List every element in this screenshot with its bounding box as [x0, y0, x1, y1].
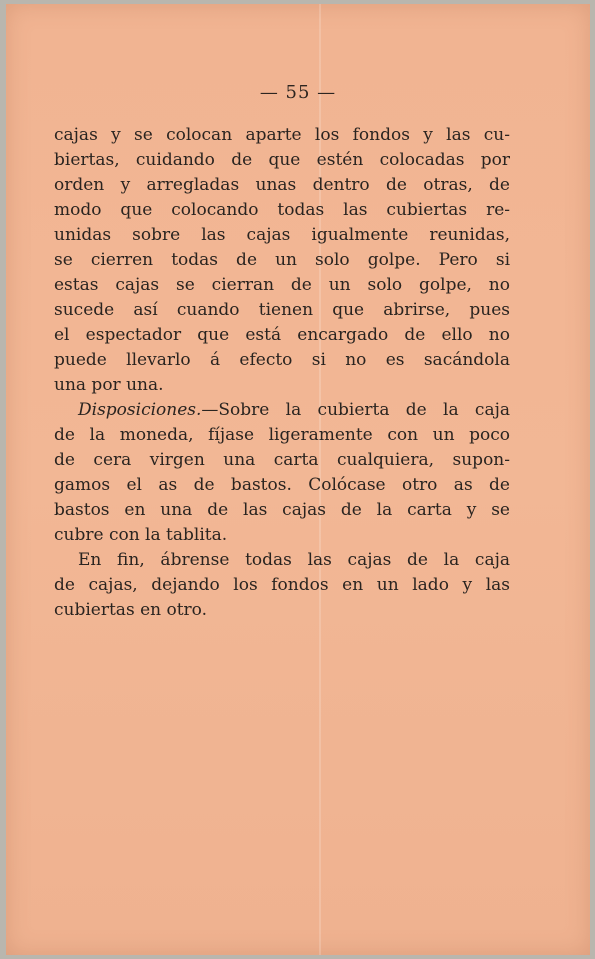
- text-line: cubre con la tablita.: [54, 525, 228, 545]
- book-page: [6, 4, 590, 955]
- text-line: sucede así cuando tienen que abrirse, pues: [54, 300, 510, 320]
- text-line: biertas, cuidando de que estén colocadas por: [54, 150, 510, 170]
- page-text: [54, 123, 510, 623]
- text-line: [54, 398, 510, 423]
- page-number: — 55 —: [259, 82, 337, 103]
- text-line: de cajas, dejando los fondos en un lado y las: [54, 575, 510, 595]
- text-line: puede llevarlo á efecto si no es sacándola: [54, 350, 510, 370]
- text-line: una por una.: [54, 375, 164, 395]
- section-label: Disposiciones.: [78, 400, 202, 420]
- text-line: se cierren todas de un solo golpe. Pero si: [54, 250, 510, 270]
- text-line: modo que colocando todas las cubiertas re-: [54, 200, 510, 220]
- text-line: estas cajas se cierran de un solo golpe, no: [54, 275, 510, 295]
- text-line: el espectador que está encargado de ello no: [54, 325, 510, 345]
- text-line: de cera virgen una carta cualquiera, supon-: [54, 450, 510, 470]
- text-line: orden y arregladas unas dentro de otras, de: [54, 175, 510, 195]
- text-line: de la moneda, fíjase ligeramente con un poco: [54, 425, 510, 445]
- text-fragment: —Sobre la cubierta de la caja: [201, 400, 510, 420]
- text-line: unidas sobre las cajas igualmente reunidas,: [54, 225, 510, 245]
- text-line: gamos el as de bastos. Colócase otro as de: [54, 475, 510, 495]
- text-line: En fin, ábrense todas las cajas de la caja: [78, 550, 510, 570]
- text-line: bastos en una de las cajas de la carta y se: [54, 500, 510, 520]
- text-line: cubiertas en otro.: [54, 600, 208, 620]
- text-line: cajas y se colocan aparte los fondos y las cu-: [54, 125, 510, 145]
